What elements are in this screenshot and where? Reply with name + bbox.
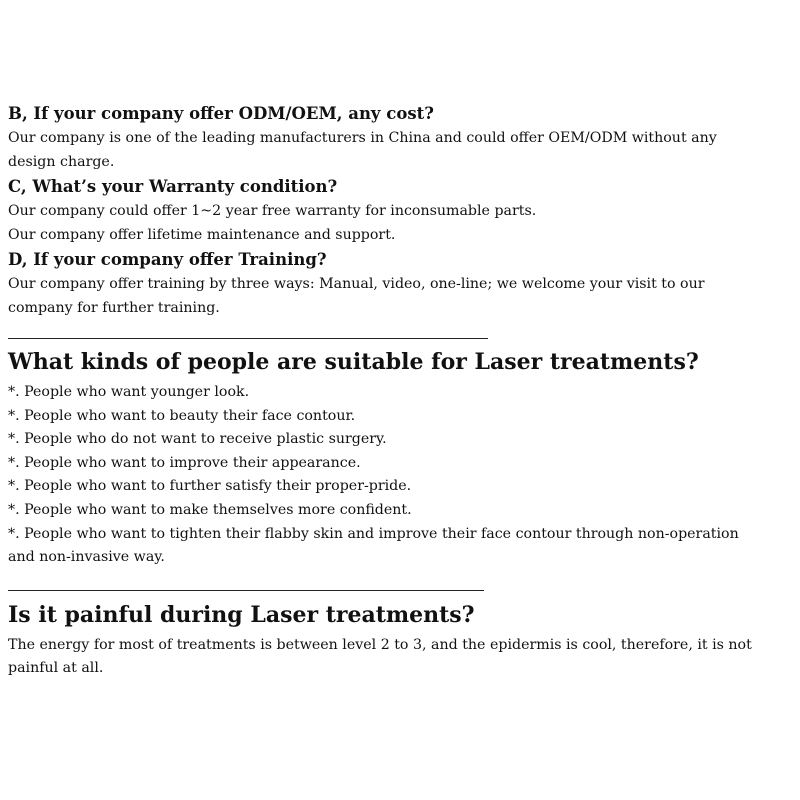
faq-question-odm-oem: B, If your company offer ODM/OEM, any cost?	[8, 104, 434, 123]
list-item: *. People who want to improve their appearance.	[8, 454, 361, 471]
document-content	[8, 101, 768, 681]
list-item: *. People who want to tighten their flabby skin and improve their face contour through non-operation and non-invasive way.	[8, 525, 739, 566]
painful-title: Is it painful during Laser treatments?	[8, 601, 475, 628]
painful-answer: The energy for most of treatments is between level 2 to 3, and the epidermis is cool, therefore, it is not painful at all.	[8, 636, 752, 677]
list-item: *. People who do not want to receive plastic surgery.	[8, 431, 387, 448]
section-divider	[8, 338, 488, 339]
section-divider	[8, 590, 484, 591]
suitable-people-list	[8, 381, 768, 570]
faq-answer-warranty-parts: Our company could offer 1~2 year free warranty for inconsumable parts.	[8, 203, 537, 219]
faq-answer-odm-oem: Our company is one of the leading manufacturers in China and could offer OEM/ODM without any design charge.	[8, 130, 717, 170]
faq-question-warranty: C, What’s your Warranty condition?	[8, 177, 338, 196]
list-item: *. People who want to make themselves more confident.	[8, 501, 412, 518]
faq-answer-warranty-maintenance: Our company offer lifetime maintenance and support.	[8, 226, 396, 243]
list-item: *. People who want younger look.	[8, 384, 250, 400]
faq-answer-training: Our company offer training by three ways: Manual, video, one-line; we welcome your visit to our company for further training.	[8, 276, 705, 316]
list-item: *. People who want to further satisfy their proper-pride.	[8, 478, 412, 495]
faq-question-training: D, If your company offer Training?	[8, 250, 327, 269]
list-item: *. People who want to beauty their face contour.	[8, 407, 356, 424]
suitable-people-title: What kinds of people are suitable for Laser treatments?	[8, 349, 699, 375]
